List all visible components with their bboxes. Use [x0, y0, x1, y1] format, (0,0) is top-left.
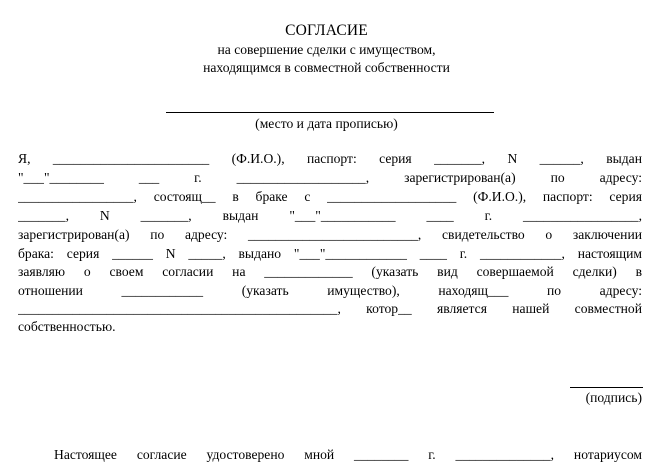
- body-line: брака: серия ______ N _____, выдано "___"____________ ____ г. ____________, настоящим: [18, 246, 642, 261]
- body-line: "___"________ ___ г. ___________________, зарегистрирован(а) по адресу:: [18, 170, 642, 185]
- body-line: _______________________________________________, котор__ является нашей совместной: [18, 301, 642, 316]
- place-date-blank-line: [166, 101, 494, 113]
- place-date-caption: (место и дата прописью): [255, 116, 398, 131]
- body-line: отношении ____________ (указать имущество), находящ___ по адресу:: [18, 283, 642, 298]
- signature-blank-line: [570, 376, 643, 388]
- body-line: зарегистрирован(а) по адресу: _________________________, свидетельство о заключении: [18, 227, 642, 242]
- signature-caption: (подпись): [585, 390, 642, 405]
- document-title: СОГЛАСИЕ: [285, 22, 368, 39]
- body-line: Я, _______________________ (Ф.И.О.), паспорт: серия _______, N ______, выдан: [18, 151, 642, 166]
- document-subtitle-line-1: на совершение сделки с имуществом,: [217, 42, 436, 57]
- notary-certification-line: Настоящее согласие удостоверено мной ________ г. ______________, нотариусом: [54, 447, 642, 462]
- document-subtitle-line-2: находящимся в совместной собственности: [203, 60, 450, 75]
- body-line: заявляю о своем согласии на _____________ (указать вид совершаемой сделки) в: [18, 264, 642, 279]
- body-line: _________________, состоящ__ в браке с ___________________ (Ф.И.О.), паспорт: серия: [18, 189, 642, 204]
- body-line: _______, N _______, выдан "___"___________ ____ г. _________________,: [18, 208, 642, 223]
- body-line: собственностью.: [18, 319, 116, 334]
